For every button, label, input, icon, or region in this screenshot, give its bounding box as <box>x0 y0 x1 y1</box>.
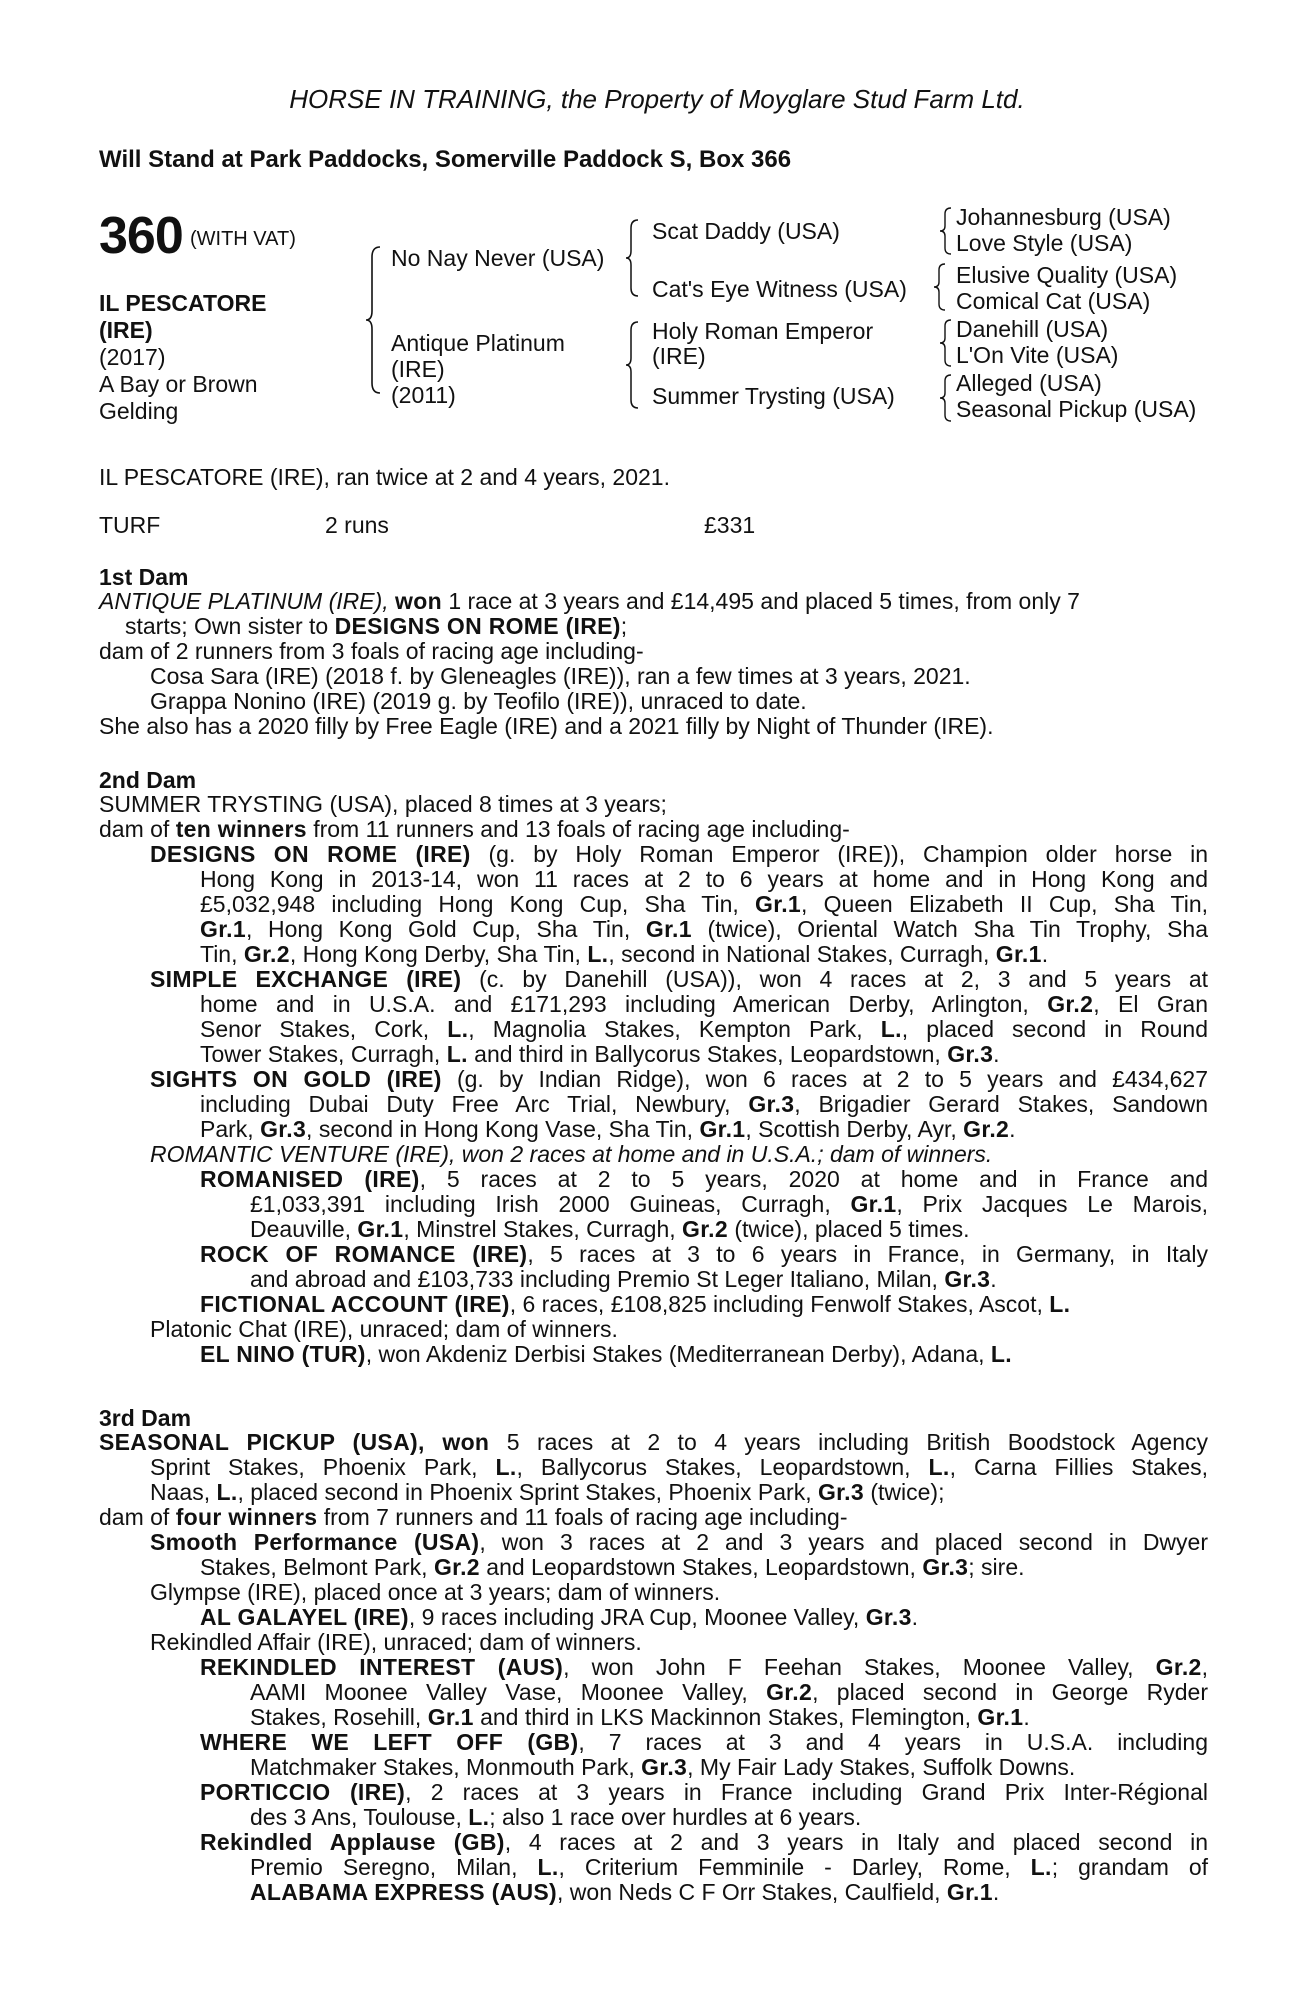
produce-line: DESIGNS ON ROME (IRE) (g. by Holy Roman Emperor (IRE)), Champion older horse in <box>150 841 1209 867</box>
third-dam-heading: 3rd Dam <box>99 1405 192 1431</box>
produce-line: Glympse (IRE), placed once at 3 years; dam of winners. <box>150 1579 721 1605</box>
produce-line: including Dubai Duty Free Arc Trial, Newbury, Gr.3, Brigadier Gerard Stakes, Sandown <box>200 1091 1208 1117</box>
pedigree-sire-dam: Cat's Eye Witness (USA) <box>652 276 907 302</box>
produce-line: WHERE WE LEFT OFF (GB), 7 races at 3 and 4 years in U.S.A. including <box>200 1729 1208 1755</box>
produce-line: AL GALAYEL (IRE), 9 races including JRA Cup, Moonee Valley, Gr.3. <box>200 1604 919 1630</box>
pedigree-ddd: Seasonal Pickup (USA) <box>956 396 1197 422</box>
produce-line: PORTICCIO (IRE), 2 races at 3 years in France including Grand Prix Inter-Régional <box>200 1779 1208 1805</box>
pedigree-dam-year: (2011) <box>391 382 456 408</box>
produce-line: Rekindled Affair (IRE), unraced; dam of winners. <box>150 1629 642 1655</box>
first-dam-line: dam of 2 runners from 3 foals of racing age including- <box>99 638 644 664</box>
first-dam-produce: Grappa Nonino (IRE) (2019 g. by Teofilo (IRE)), unraced to date. <box>150 688 807 714</box>
horse-name: IL PESCATORE <box>99 290 267 316</box>
produce-line: Rekindled Applause (GB), 4 races at 2 and 3 years in Italy and placed second in <box>200 1829 1208 1855</box>
runs-count: 2 runs <box>325 512 389 538</box>
produce-line: ROMANTIC VENTURE (IRE), won 2 races at home and in U.S.A.; dam of winners. <box>150 1141 993 1167</box>
race-summary: IL PESCATORE (IRE), ran twice at 2 and 4 years, 2021. <box>99 464 670 490</box>
produce-line: SIGHTS ON GOLD (IRE) (g. by Indian Ridge), won 6 races at 2 to 5 years and £434,627 <box>150 1066 1209 1092</box>
pedigree-brace-gen1 <box>366 245 386 395</box>
produce-line: Smooth Performance (USA), won 3 races at 2 and 3 years and placed second in Dwyer <box>150 1529 1208 1555</box>
horse-year: (2017) <box>99 344 166 370</box>
first-dam-line: starts; Own sister to DESIGNS ON ROME (IRE); <box>125 613 628 639</box>
pedigree-brace-sd <box>934 262 948 312</box>
produce-line: EL NINO (TUR), won Akdeniz Derbisi Stakes (Mediterranean Derby), Adana, L. <box>200 1341 1012 1367</box>
produce-line: Stakes, Rosehill, Gr.1 and third in LKS Mackinnon Stakes, Flemington, Gr.1. <box>250 1704 1030 1730</box>
pedigree-dds: Alleged (USA) <box>956 370 1102 396</box>
pedigree-brace-sire <box>626 218 642 298</box>
horse-description: A Bay or Brown <box>99 371 258 397</box>
first-dam-line: ANTIQUE PLATINUM (IRE), won 1 race at 3 years and £14,495 and placed 5 times, from only 7 <box>99 588 1080 614</box>
pedigree-dam-sire-origin: (IRE) <box>652 343 706 369</box>
first-dam-line: She also has a 2020 filly by Free Eagle (IRE) and a 2021 filly by Night of Thunder (IRE). <box>99 713 994 739</box>
second-dam-line: dam of ten winners from 11 runners and 13 foals of racing age including- <box>99 816 850 842</box>
pedigree-sire: No Nay Never (USA) <box>391 245 605 271</box>
third-dam-line: Naas, L., placed second in Phoenix Sprint Stakes, Phoenix Park, Gr.3 (twice); <box>150 1479 945 1505</box>
produce-line: and abroad and £103,733 including Premio St Leger Italiano, Milan, Gr.3. <box>250 1266 997 1292</box>
produce-line: FICTIONAL ACCOUNT (IRE), 6 races, £108,825 including Fenwolf Stakes, Ascot, L. <box>200 1291 1071 1317</box>
pedigree-brace-ds <box>940 318 954 368</box>
produce-line: ROMANISED (IRE), 5 races at 2 to 5 years, 2020 at home and in France and <box>200 1166 1208 1192</box>
produce-line: £5,032,948 including Hong Kong Cup, Sha Tin, Gr.1, Queen Elizabeth II Cup, Sha Tin, <box>200 891 1208 917</box>
third-dam-line: SEASONAL PICKUP (USA), won 5 races at 2 to 4 years including British Boodstock Agency <box>99 1429 1209 1455</box>
produce-line: ROCK OF ROMANCE (IRE), 5 races at 3 to 6 years in France, in Germany, in Italy <box>200 1241 1209 1267</box>
produce-line: Hong Kong in 2013-14, won 11 races at 2 to 6 years at home and in Hong Kong and <box>200 866 1208 892</box>
first-dam-heading: 1st Dam <box>99 564 189 590</box>
pedigree-sire-sire: Scat Daddy (USA) <box>652 218 840 244</box>
pedigree-brace-dam <box>626 320 642 410</box>
pedigree-dam-dam: Summer Trysting (USA) <box>652 383 895 409</box>
produce-line: Deauville, Gr.1, Minstrel Stakes, Curragh, Gr.2 (twice), placed 5 times. <box>250 1216 970 1242</box>
pedigree-dsd: L'On Vite (USA) <box>956 342 1119 368</box>
produce-line: £1,033,391 including Irish 2000 Guineas, Curragh, Gr.1, Prix Jacques Le Marois, <box>250 1191 1208 1217</box>
produce-line: Premio Seregno, Milan, L., Criterium Femminile - Darley, Rome, L.; grandam of <box>250 1854 1209 1880</box>
pedigree-dam-sire: Holy Roman Emperor <box>652 318 874 344</box>
produce-line: Tin, Gr.2, Hong Kong Derby, Sha Tin, L., second in National Stakes, Curragh, Gr.1. <box>200 941 1049 967</box>
third-dam-line: dam of four winners from 7 runners and 11 foals of racing age including- <box>99 1504 848 1530</box>
pedigree-dss: Danehill (USA) <box>956 316 1109 342</box>
produce-line: REKINDLED INTEREST (AUS), won John F Feehan Stakes, Moonee Valley, Gr.2, <box>200 1654 1209 1680</box>
pedigree-brace-ss <box>940 206 954 256</box>
produce-line: Senor Stakes, Cork, L., Magnolia Stakes, Kempton Park, L., placed second in Round <box>200 1016 1209 1042</box>
catalogue-header: HORSE IN TRAINING, the Property of Moyglare Stud Farm Ltd. <box>289 84 1025 114</box>
produce-line: Stakes, Belmont Park, Gr.2 and Leopardstown Stakes, Leopardstown, Gr.3; sire. <box>200 1554 1025 1580</box>
horse-origin: (IRE) <box>99 317 153 343</box>
produce-line: AAMI Moonee Valley Vase, Moonee Valley, Gr.2, placed second in George Ryder <box>250 1679 1208 1705</box>
vat-note: (WITH VAT) <box>190 228 296 250</box>
pedigree-dam: Antique Platinum <box>391 330 565 356</box>
pedigree-ssd: Love Style (USA) <box>956 230 1133 256</box>
produce-line: Matchmaker Stakes, Monmouth Park, Gr.3, My Fair Lady Stakes, Suffolk Downs. <box>250 1754 1076 1780</box>
pedigree-sds: Elusive Quality (USA) <box>956 262 1178 288</box>
pedigree-sss: Johannesburg (USA) <box>956 204 1171 230</box>
second-dam-heading: 2nd Dam <box>99 767 197 793</box>
pedigree-dam-origin: (IRE) <box>391 356 445 382</box>
second-dam-line: SUMMER TRYSTING (USA), placed 8 times at 3 years; <box>99 791 667 817</box>
stand-location: Will Stand at Park Paddocks, Somerville Paddock S, Box 366 <box>99 146 792 173</box>
horse-sex: Gelding <box>99 398 179 424</box>
produce-line: Tower Stakes, Curragh, L. and third in Ballycorus Stakes, Leopardstown, Gr.3. <box>200 1041 1000 1067</box>
produce-line: ALABAMA EXPRESS (AUS), won Neds C F Orr Stakes, Caulfield, Gr.1. <box>250 1879 1000 1905</box>
pedigree-sdd: Comical Cat (USA) <box>956 288 1151 314</box>
third-dam-line: Sprint Stakes, Phoenix Park, L., Ballycorus Stakes, Leopardstown, L., Carna Fillies Stakes, <box>150 1454 1209 1480</box>
lot-number: 360 <box>99 207 183 265</box>
produce-line: Platonic Chat (IRE), unraced; dam of winners. <box>150 1316 618 1342</box>
produce-line: home and in U.S.A. and £171,293 including American Derby, Arlington, Gr.2, El Gran <box>200 991 1208 1017</box>
produce-line: des 3 Ans, Toulouse, L.; also 1 race over hurdles at 6 years. <box>250 1804 862 1830</box>
produce-line: SIMPLE EXCHANGE (IRE) (c. by Danehill (USA)), won 4 races at 2, 3 and 5 years at <box>150 966 1208 992</box>
produce-line: Gr.1, Hong Kong Gold Cup, Sha Tin, Gr.1 (twice), Oriental Watch Sha Tin Trophy, Sha <box>200 916 1209 942</box>
surface-label: TURF <box>99 512 161 538</box>
pedigree-brace-dd <box>940 373 954 423</box>
first-dam-produce: Cosa Sara (IRE) (2018 f. by Gleneagles (IRE)), ran a few times at 3 years, 2021. <box>150 663 971 689</box>
earnings: £331 <box>704 512 756 538</box>
produce-line: Park, Gr.3, second in Hong Kong Vase, Sha Tin, Gr.1, Scottish Derby, Ayr, Gr.2. <box>200 1116 1016 1142</box>
